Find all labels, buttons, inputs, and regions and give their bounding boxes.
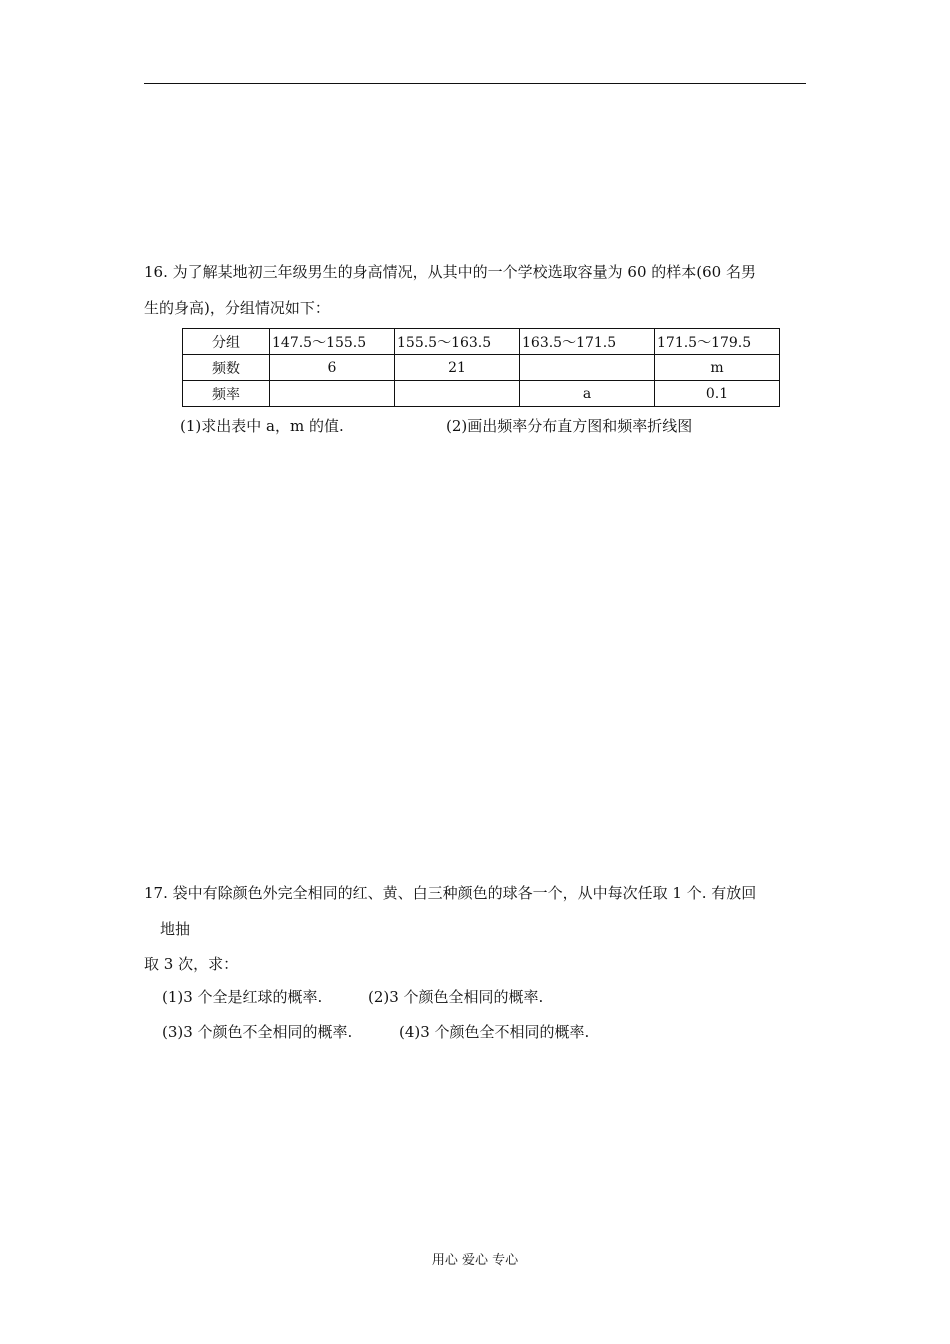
table-row-rates: [183, 381, 780, 407]
q16-sub2: (2)画出频率分布直方图和频率折线图: [446, 417, 693, 435]
group-cell-2: 155.5～163.5: [395, 329, 520, 355]
row-header-counts: 频数: [183, 355, 270, 381]
count-cell-3: [520, 355, 655, 381]
count-cell-2: 21: [395, 355, 520, 381]
count-cell-1: 6: [270, 355, 395, 381]
row-header-rates: 频率: [183, 381, 270, 407]
q17-line1: 17. 袋中有除颜色外完全相同的红、黄、白三种颜色的球各一个，从中每次任取 1 个. 有放回: [144, 884, 757, 902]
group-cell-4: 171.5～179.5: [655, 329, 780, 355]
q17-line2: 地抽: [160, 920, 191, 938]
group-cell-1: 147.5～155.5: [270, 329, 395, 355]
q17-sub2: (2)3 个颜色全相同的概率.: [368, 988, 544, 1006]
row-header-groups: 分组: [183, 329, 270, 355]
page-footer: 用心 爱心 专心: [431, 1253, 519, 1268]
rate-cell-2: [395, 381, 520, 407]
count-cell-4: m: [655, 355, 780, 381]
table-row-counts: [183, 355, 780, 381]
header-rule: [144, 83, 806, 84]
q17-sub3: (3)3 个颜色不全相同的概率.: [162, 1023, 353, 1041]
frequency-table: [182, 328, 780, 407]
q16-sub1: (1)求出表中 a，m 的值.: [180, 417, 344, 435]
q16-line2: 生的身高)，分组情况如下：: [144, 299, 330, 317]
rate-cell-4: 0.1: [655, 381, 780, 407]
q17-line3: 取 3 次，求：: [144, 955, 239, 973]
rate-cell-1: [270, 381, 395, 407]
group-cell-3: 163.5～171.5: [520, 329, 655, 355]
q16-line1: 16. 为了解某地初三年级男生的身高情况，从其中的一个学校选取容量为 60 的样本(60 名男: [144, 263, 756, 281]
rate-cell-3: a: [520, 381, 655, 407]
q17-sub4: (4)3 个颜色全不相同的概率.: [399, 1023, 590, 1041]
table-row-groups: [183, 329, 780, 355]
q17-sub1: (1)3 个全是红球的概率.: [162, 988, 323, 1006]
